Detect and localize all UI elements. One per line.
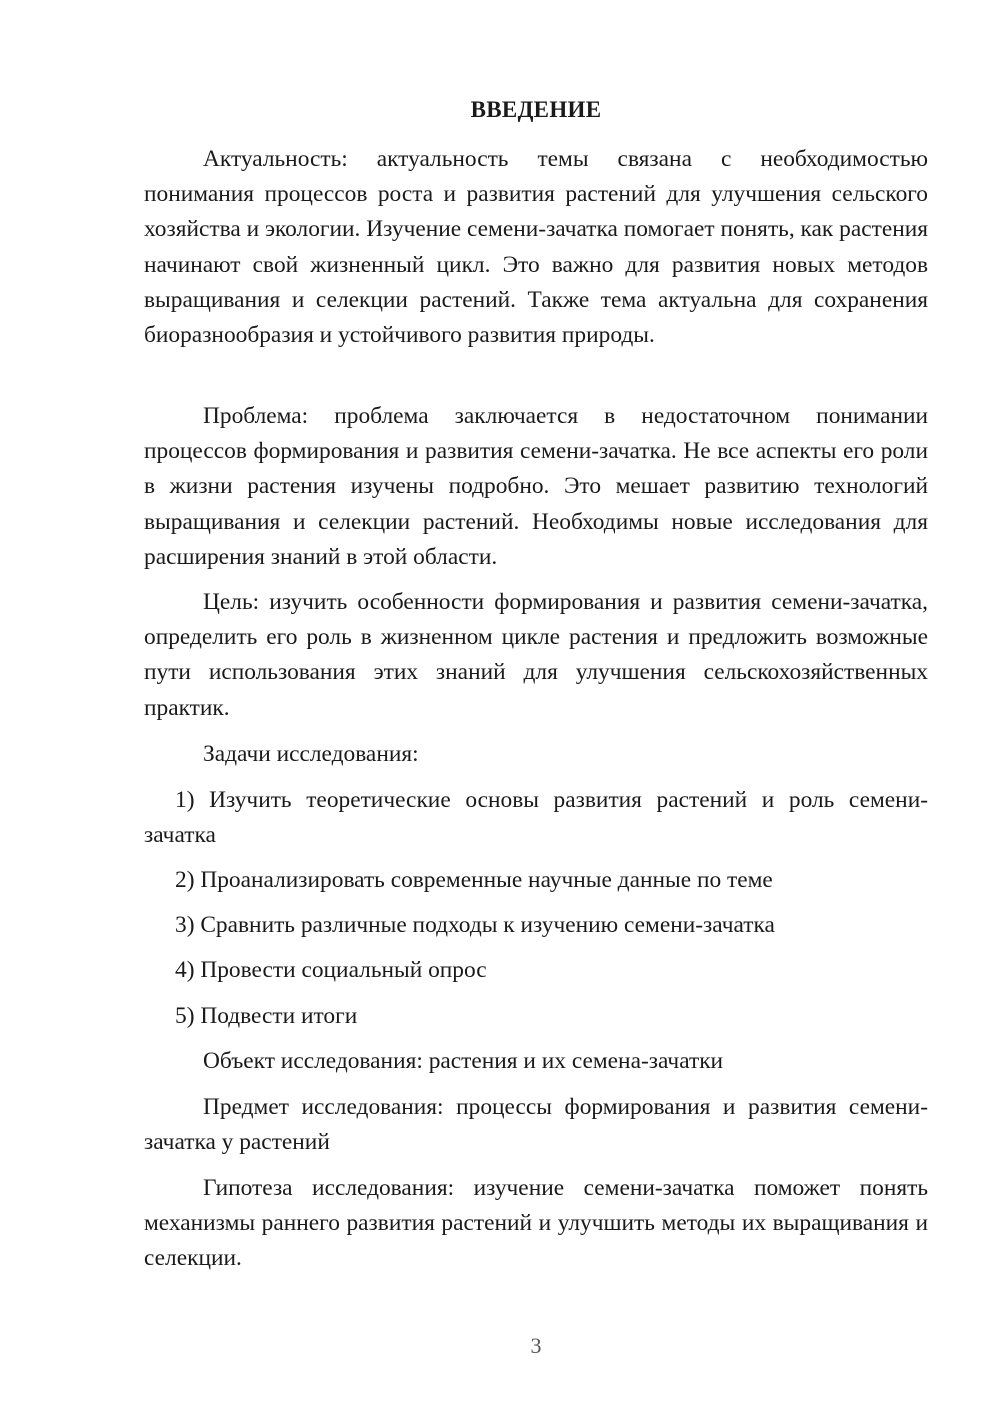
tasks-heading: Задачи исследования:	[203, 741, 419, 767]
task-item-3: 3) Сравнить различные подходы к изучению семени-зачатка	[175, 912, 775, 938]
paragraph-hypothesis: Гипотеза исследования: изучение семени-зачатка поможет понять механизмы раннего развития растений и улучшить методы их выращивания и селекции.	[144, 1175, 928, 1272]
task-item-2: 2) Проанализировать современные научные данные по теме	[175, 867, 773, 893]
paragraph-problem: Проблема: проблема заключается в недостаточном понимании процессов формирования и развития семени-зачатка. Не все аспекты его роли в жизни растения изучены подробно. Это мешает развитию технологий выращивания и селекции растений. Необходимы новые исследования для расширения знаний в этой области.	[144, 403, 928, 570]
paragraph-subject: Предмет исследования: процессы формирования и развития семени-зачатка у растений	[144, 1094, 928, 1156]
section-heading: ВВЕДЕНИЕ	[470, 97, 602, 122]
task-item-1: 1) Изучить теоретические основы развития растений и роль семени-зачатка	[144, 787, 928, 849]
paragraph-object: Объект исследования: растения и их семена-зачатки	[203, 1048, 724, 1074]
task-item-5: 5) Подвести итоги	[175, 1003, 358, 1029]
paragraph-goal: Цель: изучить особенности формирования и развития семени-зачатка, определить его роль в жизненном цикле растения и предложить возможные пути использования этих знаний для улучшения сельскохозяйственных практик.	[144, 589, 928, 721]
task-item-4: 4) Провести социальный опрос	[175, 957, 487, 983]
page-number: 3	[530, 1333, 542, 1358]
paragraph-relevance: Актуальность: актуальность темы связана с необходимостью понимания процессов роста и развития растений для улучшения сельского хозяйства и экологии. Изучение семени-зачатка помогает понять, как растения начинают свой жизненный цикл. Это важно для развития новых методов выращивания и селекции растений. Также тема актуальна для сохранения биоразнообразия и устойчивого развития природы.	[144, 146, 928, 349]
